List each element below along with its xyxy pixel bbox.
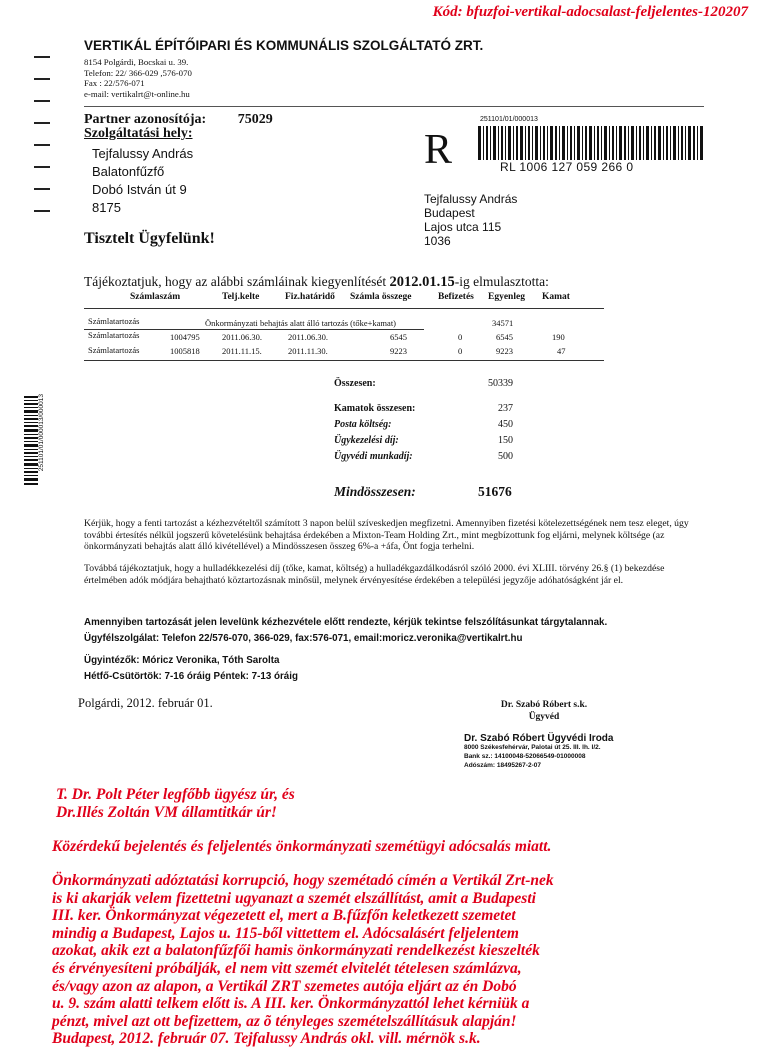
filing-tick-marks [34,56,50,232]
header-divider [84,106,704,107]
inform-date: 2012.01.15 [389,274,455,290]
inform-line [84,274,549,291]
company-phone: Telefon: 22/ 366-029 ,576-070 [84,67,192,78]
row-interest: 190 [552,332,565,342]
company-address: 8154 Polgárdi, Bocskai u. 39. [84,57,189,67]
complaint-line: Önkormányzati adóztatási korrupció, hogy szemétadó címén a Vertikál Zrt-nek [52,872,554,889]
service-place-address [92,145,193,217]
total-label: Összesen: [334,378,376,389]
row-paid: 0 [458,346,463,356]
stamp-bank: Bank sz.: 14100048-52066549-01000008 [464,753,586,760]
col-header-due: Fiz.határidő [285,292,335,302]
grand-total-value: 51676 [478,484,512,499]
inform-prefix: Tájékoztatjuk, hogy az alábbi számláinak kiegyenlítését [84,274,387,289]
row-balance: 6545 [496,332,513,342]
col-header-invoice: Számlaszám [130,292,181,302]
row-type: Számlatartozás [88,316,140,326]
row-perf: 2011.11.15. [222,346,262,356]
col-header-perf: Telj.kelte [222,292,260,302]
addressee-line-1: T. Dr. Polt Péter legfőbb ügyész úr, és [56,786,295,803]
row-note: Önkormányzati behajtás alatt álló tartozás (tőke+kamat) [205,318,397,328]
complaint-line: pénzt, mivel azt ott befizettem, az õ tényleges szemételszállításuk alapján! [52,1012,517,1030]
col-header-paid: Befizetés [438,292,474,302]
service-place-heading: Szolgáltatási hely: [84,126,193,141]
legal-notice-paragraph: Továbbá tájékoztatjuk, hogy a hulladékkezelési díj (tőke, kamat, költség) a hulladékgazdálkodásról szóló 2000. évi XLIII. törvény 26.§ (1) bekezdése értelmében adók módjára behajtható köztartozásnak minősül, melynek érvényesítése érdekében a települési jegyzője adóhatóságként jár el. [84,563,665,586]
col-header-amount: Számla összege [350,292,412,302]
recipient-line: Lajos utca 115 [424,220,502,234]
stamp-address: 8000 Székesfehérvár, Palotai út 25. III. lh. I/2. [464,744,601,751]
row-number: 1005818 [170,346,200,356]
postal-small-code: 251101/01/000013 [480,116,538,123]
service-line: Tejfalussy András [92,146,194,161]
document-code-label: Kód: bfuzfoi-vertikal-adocsalast-feljelentes-120207 [432,4,748,20]
row-amount: 6545 [390,332,407,342]
inform-suffix: -ig elmulasztotta: [454,274,549,289]
stamp-tax: Adószám: 18495267-2-07 [464,762,541,769]
table-rule [84,308,604,309]
lawyer-stamp [464,734,613,770]
recipient-line: Budapest [424,206,475,220]
handling-fee-label: Ügykezelési díj: [334,435,399,446]
lawyer-signature: Dr. Szabó Róbert s.k. [500,700,588,710]
row-balance: 34571 [492,318,514,328]
service-line: 8175 [92,200,121,215]
postage-label: Posta költség: [334,419,392,430]
complaint-line: és érvényesíteni próbálják, el nem vitt szemét elvitelét tételesen számlázva, [52,959,522,977]
row-amount: 9223 [390,346,407,356]
col-header-balance: Egyenleg [488,292,525,302]
row-interest: 47 [557,346,566,356]
settled-notice: Amennyiben tartozását jelen levelünk kézhezvétele előtt rendezte, kérjük tekintse felszólításunkat tárgytalannak. [84,617,608,628]
complaint-line: u. 9. szám alatti telkem előtt is. A III. ker. Önkormányzattól lehet kérniük a [52,995,530,1013]
row-due: 2011.06.30. [288,332,329,342]
addressee-line-2: Dr.Illés Zoltán VM államtitkár úr! [56,804,277,821]
total-value: 50339 [488,378,513,389]
payment-request-paragraph: Kérjük, hogy a fenti tartozást a kézhezvételtől számított 3 napon belül szíveskedjen megfizetni. Amennyiben fizetési kötelezettségének nem tesz eleget, úgy további értesítés nélkül jogszerű követelésünk behajtása érdekében a Mixton-Team Holding Zrt., mint megbízottunk fog eljárni, melynek költsége (az önkormányzati behajtás alatt álló kivétellével) a Mindösszesen összeg 6%-a +áfa, Önt fogja terhelni. [84,518,689,553]
complaint-line: mindig a Budapest, Lajos u. 115-ből vittettem el. Adócsalásért feljelentem [52,924,519,942]
service-line: Dobó István út 9 [92,182,187,197]
partner-id-value: 75029 [237,112,273,127]
registered-mail-letter: R [424,127,453,173]
complaint-signoff: Budapest, 2012. február 07. Tejfalussy András okl. vill. mérnök s.k. [52,1030,481,1047]
postage-value: 450 [498,419,513,430]
barcode-icon [478,126,704,160]
recipient-address [424,192,517,248]
recipient-line: Tejfalussy András [424,192,518,206]
company-name: VERTIKÁL ÉPÍTŐIPARI ÉS KOMMUNÁLIS SZOLGÁLTATÓ ZRT. [84,38,484,53]
recipient-line: 1036 [424,234,451,248]
service-line: Balatonfűzfő [92,164,165,179]
customer-service: Ügyfélszolgálat: Telefon 22/576-070, 366-029, fax:576-071, email:moricz.veronika@vertikalrt.hu [84,633,523,644]
place-date: Polgárdi, 2012. február 01. [78,696,213,710]
lawyer-title: Ügyvéd [528,712,560,722]
stamp-name: Dr. Szabó Róbert Ügyvédi Iroda [464,733,614,744]
company-contact [84,57,192,99]
row-type: Számlatartozás [88,330,140,340]
partner-id-label: Partner azonosítója: [84,112,207,127]
complaint-line: III. ker. Önkormányzat végezetett el, mert a B.fűzfőn keletkezett szemetet [52,907,516,925]
complaint-subject: Közérdekű bejelentés és feljelentés önkormányzati szemétügyi adócsalás miatt. [52,838,552,855]
interest-total-label: Kamatok összesen: [334,403,416,414]
vertical-barcode-icon [24,396,38,486]
row-perf: 2011.06.30. [222,332,263,342]
lawyer-fee-value: 500 [498,451,513,462]
grand-total-label: Mindösszesen: [334,484,416,499]
case-officers: Ügyintézők: Móricz Veronika, Tóth Sarolta [84,655,280,666]
row-balance: 9223 [496,346,513,356]
complaint-body [52,872,752,1030]
complaint-line: és/vagy azon az alapon, a Vertikál ZRT szemetes autója eljárt az én Dobó [52,977,517,995]
row-number: 1004795 [170,332,200,342]
opening-hours: Hétfő-Csütörtök: 7-16 óráig Péntek: 7-13 óráig [84,671,298,682]
handling-fee-value: 150 [498,435,513,446]
interest-total-value: 237 [498,403,513,414]
company-email: e-mail: vertikalrt@t-online.hu [84,88,190,99]
company-fax: Fax : 22/576-071 [84,78,145,88]
complaint-line: is ki akarják velem fizettetni ugyanazt a szemét elszállítást, amit a Budapesti [52,889,536,907]
row-due: 2011.11.30. [288,346,328,356]
col-header-interest: Kamat [542,292,570,302]
lawyer-fee-label: Ügyvédi munkadíj: [334,451,413,462]
row-type: Számlatartozás [88,345,140,355]
vertical-code: 251101/01/000013/000013 [38,394,45,472]
barcode-number: RL 1006 127 059 266 0 [500,160,634,174]
row-paid: 0 [458,332,463,342]
complaint-line: azokat, akik ezt a balatonfűzfői hamis önkormányzati rendelkezést kieszelték [52,942,540,960]
table-rule [84,360,604,361]
greeting: Tisztelt Ügyfelünk! [84,230,215,247]
